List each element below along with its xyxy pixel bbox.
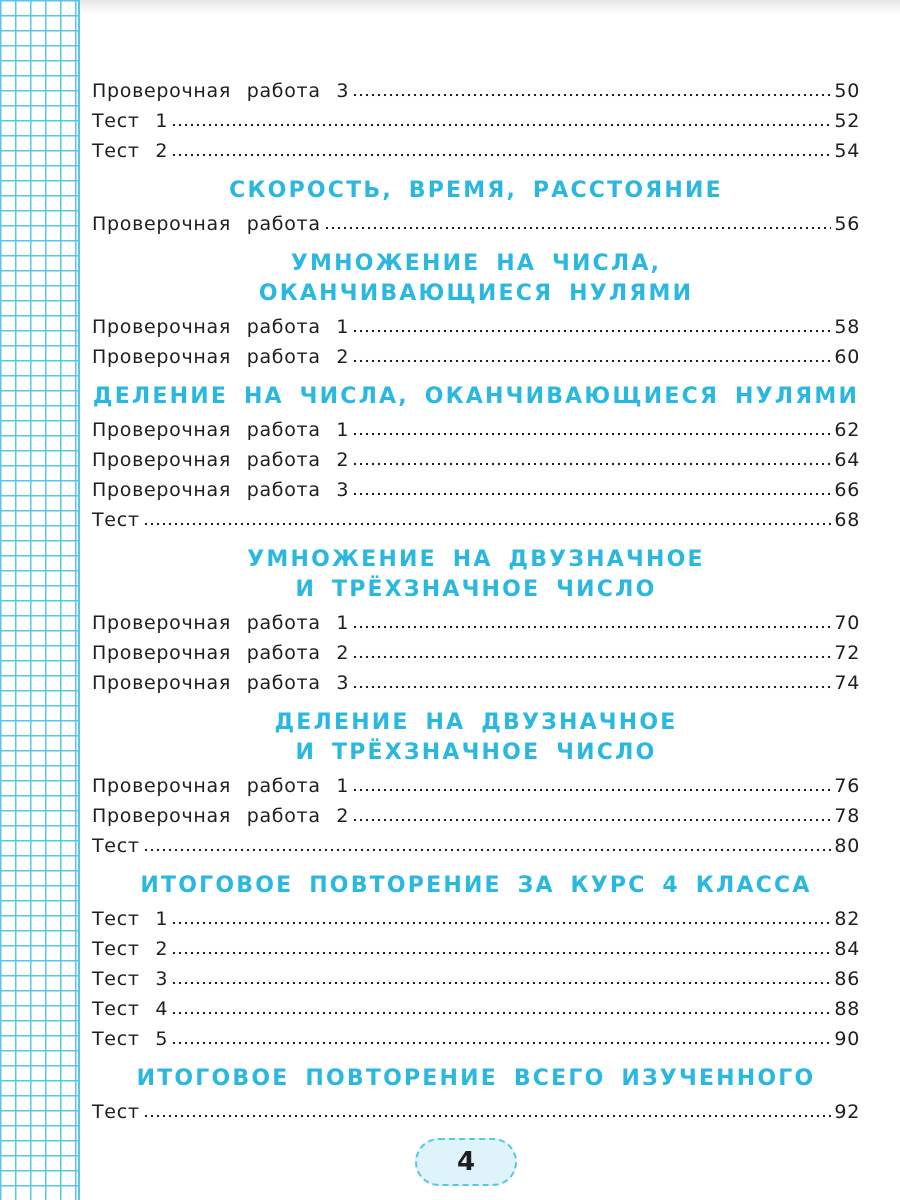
toc-section — [92, 871, 860, 1054]
toc-entry-page: 80 — [834, 835, 860, 857]
toc-entry-label: Проверочная работа 1 — [92, 612, 350, 634]
toc-entry — [92, 209, 860, 239]
toc-entry — [92, 415, 860, 445]
toc-entry-label: Проверочная работа 1 — [92, 419, 350, 441]
section-heading: ДЕЛЕНИЕ НА ДВУЗНАЧНОЕ — [274, 710, 678, 735]
toc-entry-page: 90 — [834, 1028, 860, 1050]
dot-leader — [324, 225, 832, 231]
dot-leader — [352, 684, 831, 690]
dot-leader — [171, 980, 831, 986]
section-heading: УМНОЖЕНИЕ НА ЧИСЛА, — [290, 251, 662, 276]
dot-leader — [352, 817, 831, 823]
toc-entry-page: 52 — [834, 110, 860, 132]
toc-entry — [92, 312, 860, 342]
toc-entry — [92, 106, 860, 136]
dot-leader — [143, 521, 832, 527]
toc-entry — [92, 342, 860, 372]
toc-entry — [92, 505, 860, 535]
toc-section — [92, 708, 860, 861]
toc-entry — [92, 964, 860, 994]
section-heading: И ТРЁХЗНАЧНОЕ ЧИСЛО — [295, 577, 657, 602]
toc-entry-label: Тест 2 — [92, 938, 169, 960]
dot-leader — [352, 92, 831, 98]
page-number: 4 — [456, 1147, 476, 1177]
toc-entry-page: 58 — [834, 316, 860, 338]
toc-entry — [92, 475, 860, 505]
toc-entry-page: 54 — [834, 140, 860, 162]
dot-leader — [171, 920, 831, 926]
section-heading: ОКАНЧИВАЮЩИЕСЯ НУЛЯМИ — [258, 281, 694, 306]
toc-entry — [92, 831, 860, 861]
toc-entry-page: 56 — [834, 213, 860, 235]
dot-leader — [352, 461, 831, 467]
toc-section — [92, 545, 860, 698]
dot-leader — [352, 654, 831, 660]
toc-entry-label: Проверочная работа 2 — [92, 805, 350, 827]
dot-leader — [143, 847, 832, 853]
toc-entry-page: 72 — [834, 642, 860, 664]
toc-entry-page: 62 — [834, 419, 860, 441]
toc-entry-page: 88 — [834, 998, 860, 1020]
toc-entry — [92, 934, 860, 964]
toc-entry-label: Проверочная работа 2 — [92, 449, 350, 471]
toc-entry — [92, 994, 860, 1024]
toc-entry-label: Проверочная работа — [92, 213, 321, 235]
dot-leader — [171, 1010, 831, 1016]
toc-entry-page: 84 — [834, 938, 860, 960]
toc-entry-label: Тест — [92, 509, 140, 531]
toc-entry-page: 78 — [834, 805, 860, 827]
toc-entry-label: Тест — [92, 1101, 140, 1123]
dot-leader — [352, 491, 831, 497]
section-heading: УМНОЖЕНИЕ НА ДВУЗНАЧНОЕ — [247, 547, 705, 572]
toc-section — [92, 382, 860, 535]
toc-entry-label: Проверочная работа 2 — [92, 346, 350, 368]
toc-entry-page: 64 — [834, 449, 860, 471]
toc-entry-label: Проверочная работа 2 — [92, 642, 350, 664]
toc-entry-label: Проверочная работа 3 — [92, 672, 350, 694]
toc-section — [92, 76, 860, 166]
toc-entry-label: Проверочная работа 3 — [92, 479, 350, 501]
toc-entry — [92, 136, 860, 166]
toc-entry — [92, 668, 860, 698]
toc-entry-page: 70 — [834, 612, 860, 634]
toc-entry-page: 82 — [834, 908, 860, 930]
toc-entry-page: 66 — [834, 479, 860, 501]
section-heading: И ТРЁХЗНАЧНОЕ ЧИСЛО — [295, 740, 657, 765]
section-heading: ИТОГОВОЕ ПОВТОРЕНИЕ ЗА КУРС 4 КЛАССА — [140, 873, 812, 898]
toc-section — [92, 249, 860, 372]
toc-entry-page: 60 — [834, 346, 860, 368]
toc-section — [92, 1064, 860, 1127]
toc-entry-label: Тест 1 — [92, 908, 169, 930]
dot-leader — [352, 328, 831, 334]
toc-entry — [92, 638, 860, 668]
toc-entry-page: 76 — [834, 775, 860, 797]
toc-entry — [92, 1024, 860, 1054]
toc-entry-page: 50 — [834, 80, 860, 102]
toc-entry — [92, 904, 860, 934]
toc-entry-label: Тест — [92, 835, 140, 857]
dot-leader — [352, 624, 831, 630]
dot-leader — [352, 431, 831, 437]
toc-entry — [92, 445, 860, 475]
toc-entry — [92, 1097, 860, 1127]
toc-entry — [92, 771, 860, 801]
toc-entry-label: Проверочная работа 3 — [92, 80, 350, 102]
table-of-contents — [92, 76, 860, 1127]
toc-entry-label: Тест 1 — [92, 110, 169, 132]
toc-entry — [92, 76, 860, 106]
toc-entry-page: 92 — [834, 1101, 860, 1123]
toc-entry-page: 86 — [834, 968, 860, 990]
page-top-edge — [80, 0, 900, 14]
toc-entry — [92, 801, 860, 831]
section-heading: ИТОГОВОЕ ПОВТОРЕНИЕ ВСЕГО ИЗУЧЕННОГО — [136, 1066, 816, 1091]
toc-entry-label: Тест 3 — [92, 968, 169, 990]
section-heading: СКОРОСТЬ, ВРЕМЯ, РАССТОЯНИЕ — [229, 178, 723, 203]
toc-entry-page: 68 — [834, 509, 860, 531]
page-number-badge — [415, 1138, 517, 1186]
dot-leader — [171, 122, 831, 128]
toc-entry-label: Тест 4 — [92, 998, 169, 1020]
toc-entry-label: Проверочная работа 1 — [92, 316, 350, 338]
dot-leader — [171, 1040, 831, 1046]
toc-entry-page: 74 — [834, 672, 860, 694]
dot-leader — [171, 950, 831, 956]
dot-leader — [171, 152, 831, 158]
dot-leader — [352, 358, 831, 364]
dot-leader — [143, 1113, 832, 1119]
section-heading: ДЕЛЕНИЕ НА ЧИСЛА, ОКАНЧИВАЮЩИЕСЯ НУЛЯМИ — [92, 384, 860, 409]
dot-leader — [352, 787, 831, 793]
toc-section — [92, 176, 860, 239]
toc-entry-label: Тест 2 — [92, 140, 169, 162]
toc-entry — [92, 608, 860, 638]
graph-paper-margin — [0, 0, 80, 1200]
toc-entry-label: Проверочная работа 1 — [92, 775, 350, 797]
toc-entry-label: Тест 5 — [92, 1028, 169, 1050]
